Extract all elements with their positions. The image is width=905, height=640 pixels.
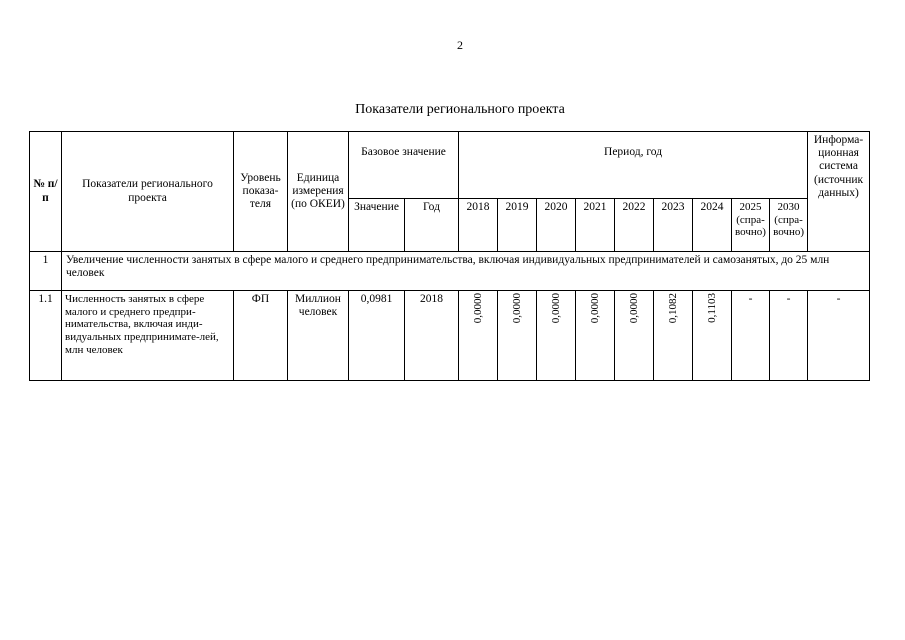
header-year-2030: 2030 (спра-вочно) bbox=[770, 199, 808, 252]
row-base-year: 2018 bbox=[405, 291, 459, 381]
section-text: Увеличение численности занятых в сфере малого и среднего предпринимательства, включая индивидуальных предпринимателей и самозанятых, до 25 млн человек bbox=[62, 252, 870, 291]
row-indicator: Численность занятых в сфере малого и среднего предпри-нимательства, включая инди-видуальных предпринимате-лей, млн человек bbox=[62, 291, 234, 381]
header-row-1 bbox=[30, 132, 870, 199]
header-year: 2020 bbox=[537, 199, 576, 252]
row-value-cell bbox=[537, 291, 576, 381]
header-year: 2018 bbox=[459, 199, 498, 252]
header-year: 2023 bbox=[654, 199, 693, 252]
header-year: 2019 bbox=[498, 199, 537, 252]
header-base: Базовое значение bbox=[349, 132, 459, 199]
row-value-cell bbox=[693, 291, 732, 381]
section-num: 1 bbox=[30, 252, 62, 291]
row-value-cell bbox=[498, 291, 537, 381]
header-base-value: Значение bbox=[349, 199, 405, 252]
table-row bbox=[30, 291, 870, 381]
header-unit: Единица измерения (по ОКЕИ) bbox=[288, 132, 349, 252]
row-base-value: 0,0981 bbox=[349, 291, 405, 381]
header-year: 2021 bbox=[576, 199, 615, 252]
row-value: 0,0000 bbox=[471, 293, 484, 324]
row-value-cell bbox=[615, 291, 654, 381]
row-value-cell bbox=[654, 291, 693, 381]
header-year: 2024 bbox=[693, 199, 732, 252]
row-value: 0,0000 bbox=[588, 293, 601, 324]
row-value: 0,0000 bbox=[627, 293, 640, 324]
row-unit: Миллион человек bbox=[288, 291, 349, 381]
header-period: Период, год bbox=[459, 132, 808, 199]
row-value-2030: - bbox=[770, 291, 808, 381]
row-level: ФП bbox=[234, 291, 288, 381]
section-row bbox=[30, 252, 870, 291]
row-value: 0,1082 bbox=[666, 293, 679, 324]
header-year-2025: 2025 (спра-вочно) bbox=[732, 199, 770, 252]
header-base-year: Год bbox=[405, 199, 459, 252]
header-num: № п/п bbox=[30, 132, 62, 252]
header-year: 2022 bbox=[615, 199, 654, 252]
header-level: Уровень показа-теля bbox=[234, 132, 288, 252]
row-value-cell bbox=[459, 291, 498, 381]
row-value: 0,0000 bbox=[549, 293, 562, 324]
row-num: 1.1 bbox=[30, 291, 62, 381]
row-info: - bbox=[808, 291, 870, 381]
page-number: 2 bbox=[457, 38, 463, 52]
row-value-2025: - bbox=[732, 291, 770, 381]
row-value-cell bbox=[576, 291, 615, 381]
indicators-table bbox=[29, 131, 870, 381]
header-info: Информа-ционная система (источник данных) bbox=[808, 132, 870, 252]
header-indicator: Показатели регионального проекта bbox=[62, 132, 234, 252]
row-value: 0,0000 bbox=[510, 293, 523, 324]
row-value: 0,1103 bbox=[705, 293, 718, 323]
document-title: Показатели регионального проекта bbox=[355, 102, 565, 117]
